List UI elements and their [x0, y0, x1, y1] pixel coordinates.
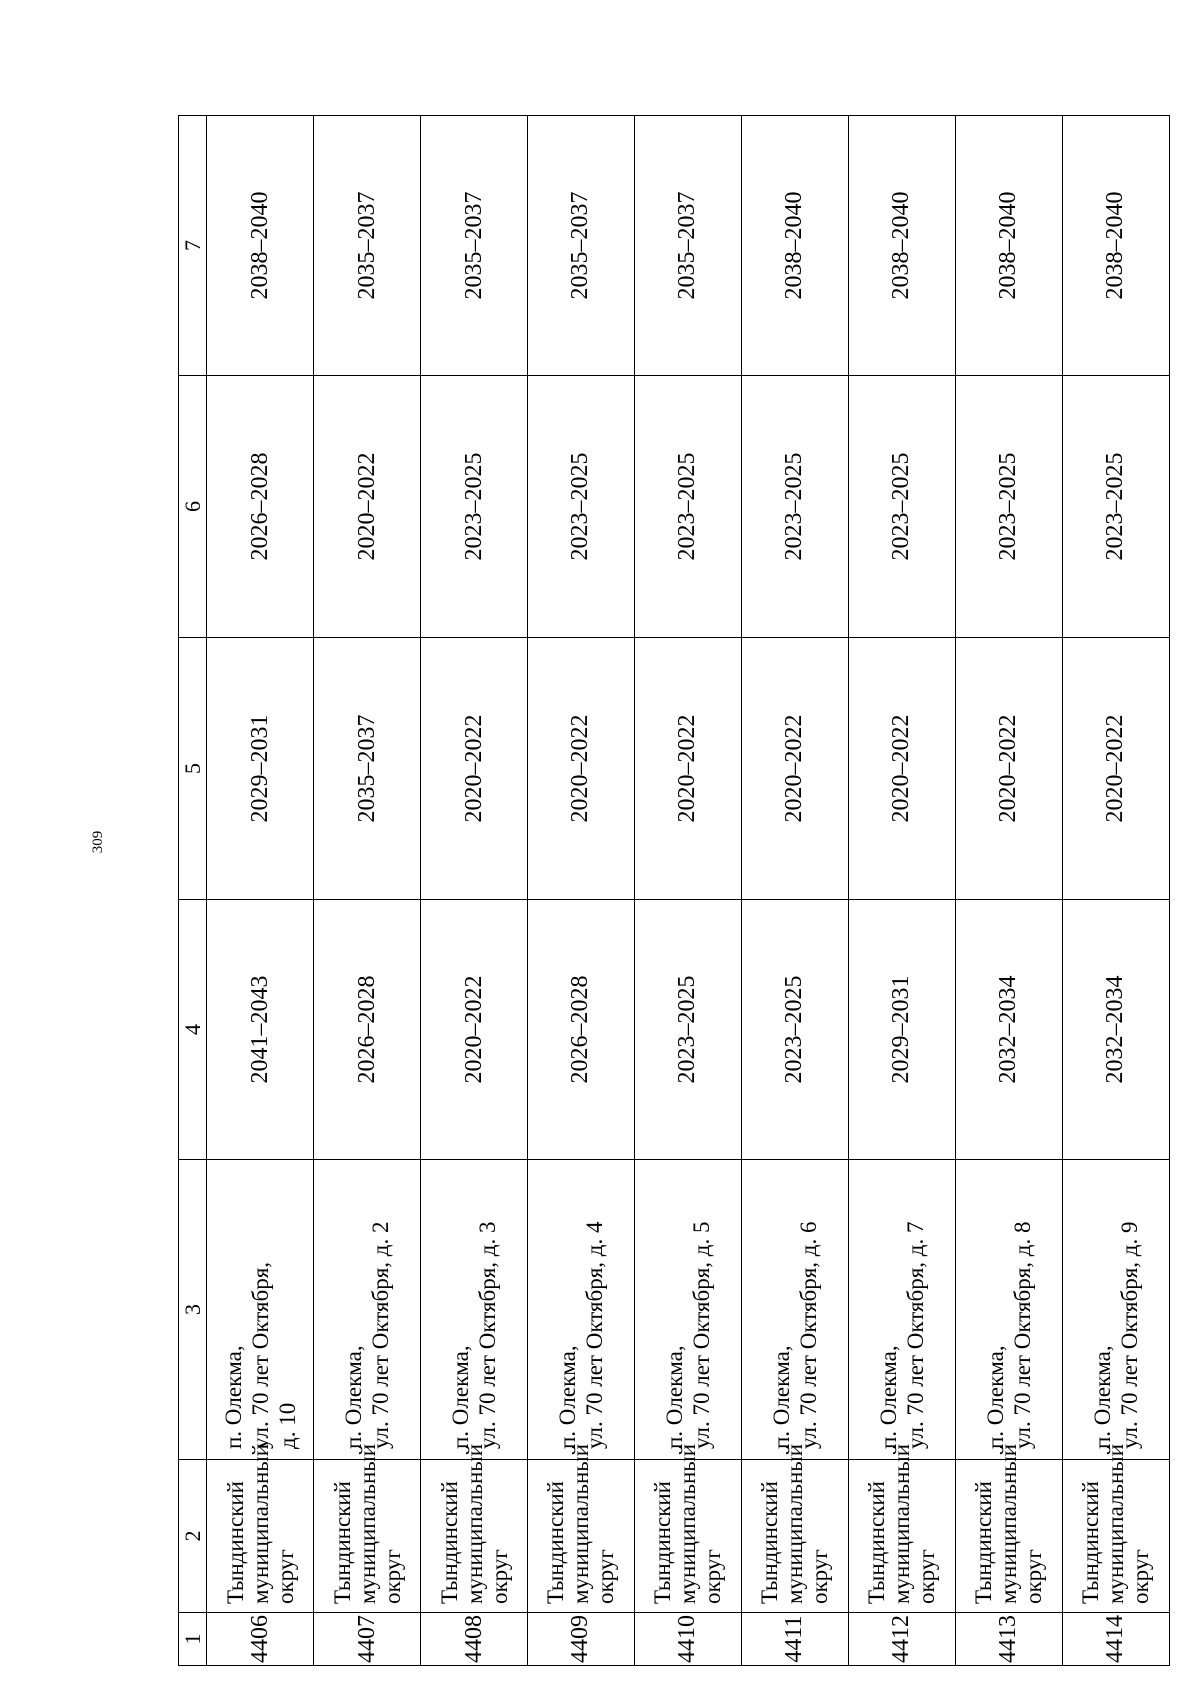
- municipality-cell: [314, 1443, 421, 1613]
- header-cell: 5: [179, 638, 207, 900]
- municipality-line: Тындинский: [222, 1481, 248, 1604]
- period-cell-col7: 2035–2037: [421, 116, 528, 376]
- municipality-line: Тындинский: [436, 1481, 462, 1604]
- municipality-line: округ: [1021, 1549, 1047, 1604]
- municipality-line: округ: [914, 1549, 940, 1604]
- period-cell-col4: 2020–2022: [421, 900, 528, 1160]
- municipality-line: муниципальный: [461, 1443, 487, 1604]
- municipality-cell: [634, 1443, 741, 1613]
- address-line: ул. 70 лет Октября,: [247, 1261, 273, 1449]
- municipality-cell: [741, 1443, 848, 1613]
- address-line: ул. 70 лет Октября, д. 4: [581, 1221, 607, 1449]
- address-line: ул. 70 лет Октября, д. 9: [1116, 1221, 1142, 1449]
- address-line: п. Олекма,: [554, 1345, 580, 1449]
- municipality-cell: [848, 1443, 955, 1613]
- table-row: [314, 116, 421, 1666]
- table-container: [178, 116, 1170, 1666]
- address-line: п. Олекма,: [448, 1345, 473, 1449]
- address-line: ул. 70 лет Октября, д. 7: [902, 1221, 928, 1449]
- municipality-line: муниципальный: [782, 1443, 808, 1604]
- period-cell-col7: 2038–2040: [207, 116, 314, 376]
- row-number-cell: 4411: [741, 1613, 848, 1666]
- period-cell-col6: 2023–2025: [1062, 376, 1169, 638]
- period-cell-col7: 2038–2040: [955, 116, 1062, 376]
- period-cell-col5: 2020–2022: [421, 638, 528, 900]
- municipality-line: Тындинский: [543, 1481, 569, 1604]
- period-cell-col6: 2023–2025: [741, 376, 848, 638]
- address-line: п. Олекма,: [768, 1345, 794, 1449]
- row-number-cell: 4410: [634, 1613, 741, 1666]
- address-cell: [528, 1160, 635, 1460]
- municipality-line: округ: [1128, 1549, 1154, 1604]
- municipality-line: округ: [807, 1549, 833, 1604]
- municipality-line: муниципальный: [996, 1443, 1022, 1604]
- address-cell: [955, 1160, 1062, 1460]
- address-cell: [741, 1160, 848, 1460]
- municipality-line: округ: [379, 1549, 405, 1604]
- period-cell-col7: 2038–2040: [741, 116, 848, 376]
- period-cell-col5: 2035–2037: [314, 638, 421, 900]
- period-cell-col7: 2038–2040: [848, 116, 955, 376]
- period-cell-col4: 2041–2043: [207, 900, 314, 1160]
- municipality-line: Тындинский: [1078, 1481, 1104, 1604]
- row-number-cell: 4408: [421, 1613, 528, 1666]
- address-line: ул. 70 лет Октября, д. 2: [368, 1221, 394, 1449]
- row-number-cell: 4406: [207, 1613, 314, 1666]
- municipality-line: муниципальный: [1103, 1443, 1129, 1604]
- municipality-cell: [1062, 1443, 1169, 1613]
- period-cell-col7: 2035–2037: [314, 116, 421, 376]
- period-cell-col7: 2035–2037: [634, 116, 741, 376]
- period-cell-col4: 2029–2031: [848, 900, 955, 1160]
- table-row: [421, 116, 528, 1666]
- period-cell-col5: 2029–2031: [207, 638, 314, 900]
- table-header-row: [179, 116, 207, 1666]
- municipality-cell: [421, 1443, 528, 1613]
- address-cell: [207, 1160, 314, 1460]
- period-cell-col6: 2023–2025: [421, 376, 528, 638]
- municipality-line: муниципальный: [675, 1443, 701, 1604]
- period-cell-col5: 2020–2022: [1062, 638, 1169, 900]
- table-row: [634, 116, 741, 1666]
- period-cell-col4: 2026–2028: [528, 900, 635, 1160]
- table-row: [848, 116, 955, 1666]
- header-cell: 7: [179, 116, 207, 376]
- period-cell-col6: 2023–2025: [634, 376, 741, 638]
- address-line: п. Олекма,: [982, 1345, 1008, 1449]
- address-cell: [1062, 1160, 1169, 1460]
- period-cell-col5: 2020–2022: [848, 638, 955, 900]
- period-cell-col4: 2032–2034: [1062, 900, 1169, 1160]
- period-cell-col6: 2026–2028: [207, 376, 314, 638]
- municipality-line: муниципальный: [354, 1443, 380, 1604]
- period-cell-col4: 2023–2025: [741, 900, 848, 1160]
- page-number: 309: [90, 830, 106, 854]
- address-line: п. Олекма,: [661, 1345, 687, 1449]
- period-cell-col6: 2023–2025: [848, 376, 955, 638]
- header-cell: 4: [179, 900, 207, 1160]
- row-number-cell: 4413: [955, 1613, 1062, 1666]
- period-cell-col4: 2023–2025: [634, 900, 741, 1160]
- period-cell-col6: 2023–2025: [955, 376, 1062, 638]
- address-line: д. 10: [274, 1402, 300, 1449]
- municipality-line: муниципальный: [889, 1443, 915, 1604]
- municipality-cell: [955, 1443, 1062, 1613]
- period-cell-col5: 2020–2022: [955, 638, 1062, 900]
- period-cell-col4: 2032–2034: [955, 900, 1062, 1160]
- address-line: ул. 70 лет Октября, д. 5: [688, 1221, 714, 1449]
- period-cell-col5: 2020–2022: [528, 638, 635, 900]
- municipality-line: Тындинский: [650, 1481, 676, 1604]
- data-table: [178, 115, 1170, 1666]
- period-cell-col7: 2035–2037: [528, 116, 635, 376]
- header-cell: 1: [179, 1613, 207, 1666]
- address-line: ул. 70 лет Октября, д. 6: [795, 1221, 821, 1449]
- address-line: ул. 70 лет Октября, д. 8: [1009, 1221, 1035, 1449]
- header-cell: 6: [179, 376, 207, 638]
- municipality-line: муниципальный: [247, 1443, 273, 1604]
- rotated-table: [178, 116, 1170, 1666]
- table-row: [207, 116, 314, 1666]
- table-row: [528, 116, 635, 1666]
- period-cell-col6: 2020–2022: [314, 376, 421, 638]
- period-cell-col5: 2020–2022: [741, 638, 848, 900]
- table-row: [955, 116, 1062, 1666]
- address-cell: [848, 1160, 955, 1460]
- municipality-line: Тындинский: [864, 1481, 890, 1604]
- municipality-line: округ: [700, 1549, 726, 1604]
- address-line: п. Олекма,: [1089, 1345, 1115, 1449]
- row-number-cell: 4414: [1062, 1613, 1169, 1666]
- period-cell-col5: 2020–2022: [634, 638, 741, 900]
- municipality-line: Тындинский: [757, 1481, 783, 1604]
- header-cell: 2: [179, 1460, 207, 1613]
- row-number-cell: 4407: [314, 1613, 421, 1666]
- address-cell: [314, 1160, 421, 1460]
- municipality-line: Тындинский: [971, 1481, 997, 1604]
- municipality-cell: [528, 1443, 635, 1613]
- municipality-line: округ: [593, 1549, 619, 1604]
- address-line: п. Олекма,: [875, 1345, 901, 1449]
- address-line: п. Олекма,: [341, 1345, 367, 1449]
- address-cell: [634, 1160, 741, 1460]
- address-line: п. Олекма,: [220, 1345, 246, 1449]
- row-number-cell: 4412: [848, 1613, 955, 1666]
- header-cell: 3: [179, 1160, 207, 1460]
- municipality-line: муниципальный: [568, 1443, 594, 1604]
- municipality-cell: [207, 1443, 314, 1613]
- municipality-line: округ: [272, 1549, 298, 1604]
- table-row: [741, 116, 848, 1666]
- table-row: [1062, 116, 1169, 1666]
- municipality-line: Тындинский: [329, 1481, 355, 1604]
- address-cell: [421, 1160, 528, 1460]
- period-cell-col7: 2038–2040: [1062, 116, 1169, 376]
- municipality-line: округ: [486, 1549, 512, 1604]
- period-cell-col6: 2023–2025: [528, 376, 635, 638]
- period-cell-col4: 2026–2028: [314, 900, 421, 1160]
- row-number-cell: 4409: [528, 1613, 635, 1666]
- address-line: ул. 70 лет Октября, д. 3: [475, 1221, 500, 1449]
